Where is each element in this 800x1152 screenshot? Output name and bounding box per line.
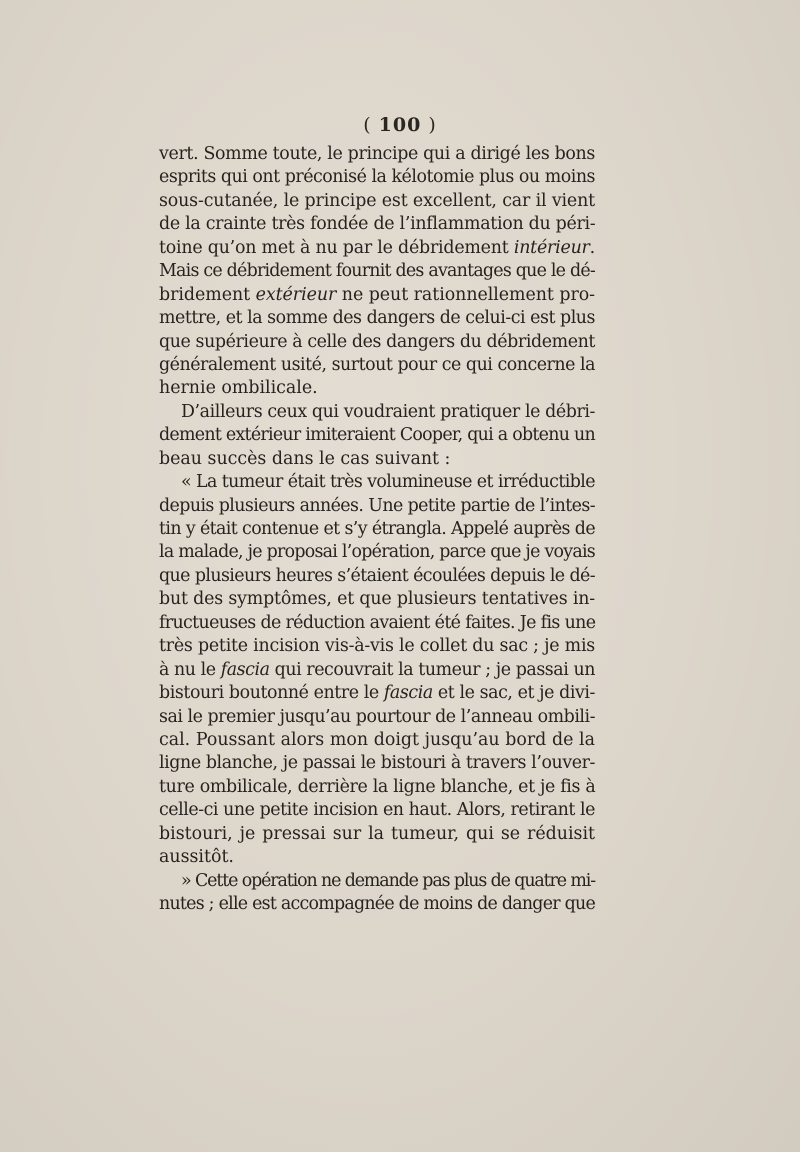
text-line: sai le premier jusqu’au pourtour de l’anneau ombili- (159, 706, 595, 727)
text-line: ture ombilicale, derrière la ligne blanche, et je fis à (159, 776, 596, 797)
text-line: D’ailleurs ceux qui voudraient pratiquer le débri- (181, 401, 596, 422)
text-line: sous-cutanée, le principe est excellent, car il vient (159, 190, 595, 211)
text-run: qui recouvrait la tumeur ; je passai un (269, 659, 595, 680)
text-line: aussitôt. (159, 847, 234, 868)
text-line: depuis plusieurs années. Une petite partie de l’intes- (159, 495, 595, 516)
text-line (159, 659, 595, 682)
text-line (159, 284, 595, 307)
text-run: et le sac, et je divi- (432, 683, 596, 704)
text-line: tin y était contenue et s’y étrangla. Appelé auprès de (159, 519, 595, 539)
text-line: de la crainte très fondée de l’inflammation du péri- (159, 214, 596, 235)
text-line: très petite incision vis-à-vis le collet du sac ; je mis (159, 636, 595, 657)
text-line: » Cette opération ne demande pas plus de quatre mi- (181, 870, 595, 891)
text-line: dement extérieur imiteraient Cooper, qui a obtenu un (159, 425, 595, 446)
page-number (0, 114, 800, 136)
text-line: esprits qui ont préconisé la kélotomie plus ou moins (159, 167, 595, 188)
text-line (159, 682, 595, 705)
page-number-close: ) (421, 114, 437, 136)
text-run: bridement (159, 284, 256, 305)
text-line: généralement usité, surtout pour ce qui concerne la (159, 354, 595, 375)
text-line: fructueuses de réduction avaient été faites. Je fis une (159, 612, 596, 633)
text-line: cal. Poussant alors mon doigt jusqu’au bord de la (159, 729, 595, 750)
text-line (159, 237, 595, 260)
page-number-open: ( (363, 114, 379, 136)
italic-term: extérieur (255, 284, 337, 305)
text-line: bistouri, je pressai sur la tumeur, qui se réduisit (159, 823, 595, 844)
text-line: vert. Somme toute, le principe qui a dirigé les bons (159, 144, 595, 164)
text-line: Mais ce débridement fournit des avantages que le dé- (159, 261, 595, 282)
text-run: ne peut rationnellement pro- (336, 284, 596, 305)
text-line: ligne blanche, je passai le bistouri à travers l’ouver- (159, 753, 595, 774)
text-line: but des symptômes, et que plusieurs tentatives in- (159, 589, 595, 610)
body-text (159, 143, 595, 916)
text-run: à nu le (159, 659, 221, 680)
italic-term: fascia (383, 683, 433, 704)
text-run: toine qu’on met à nu par le débridement (159, 237, 514, 258)
page-number-value: 100 (378, 114, 422, 136)
text-line: mettre, et la somme des dangers de celui-ci est plus (159, 308, 595, 329)
text-run: bistouri boutonné entre le (159, 683, 384, 704)
text-line: la malade, je proposai l’opération, parce que je voyais (159, 542, 595, 563)
text-run: . (589, 237, 595, 258)
italic-term: intérieur (513, 237, 590, 258)
text-line: hernie ombilicale. (159, 378, 318, 399)
text-line: « La tumeur était très volumineuse et irréductible (181, 472, 595, 493)
text-line: que plusieurs heures s’étaient écoulées depuis le dé- (159, 565, 595, 586)
text-line: beau succès dans le cas suivant : (159, 448, 451, 469)
text-line: celle-ci une petite incision en haut. Alors, retirant le (159, 800, 595, 821)
italic-term: fascia (220, 659, 270, 680)
text-line: que supérieure à celle des dangers du débridement (159, 331, 595, 352)
text-line: nutes ; elle est accompagnée de moins de danger que (159, 894, 595, 914)
